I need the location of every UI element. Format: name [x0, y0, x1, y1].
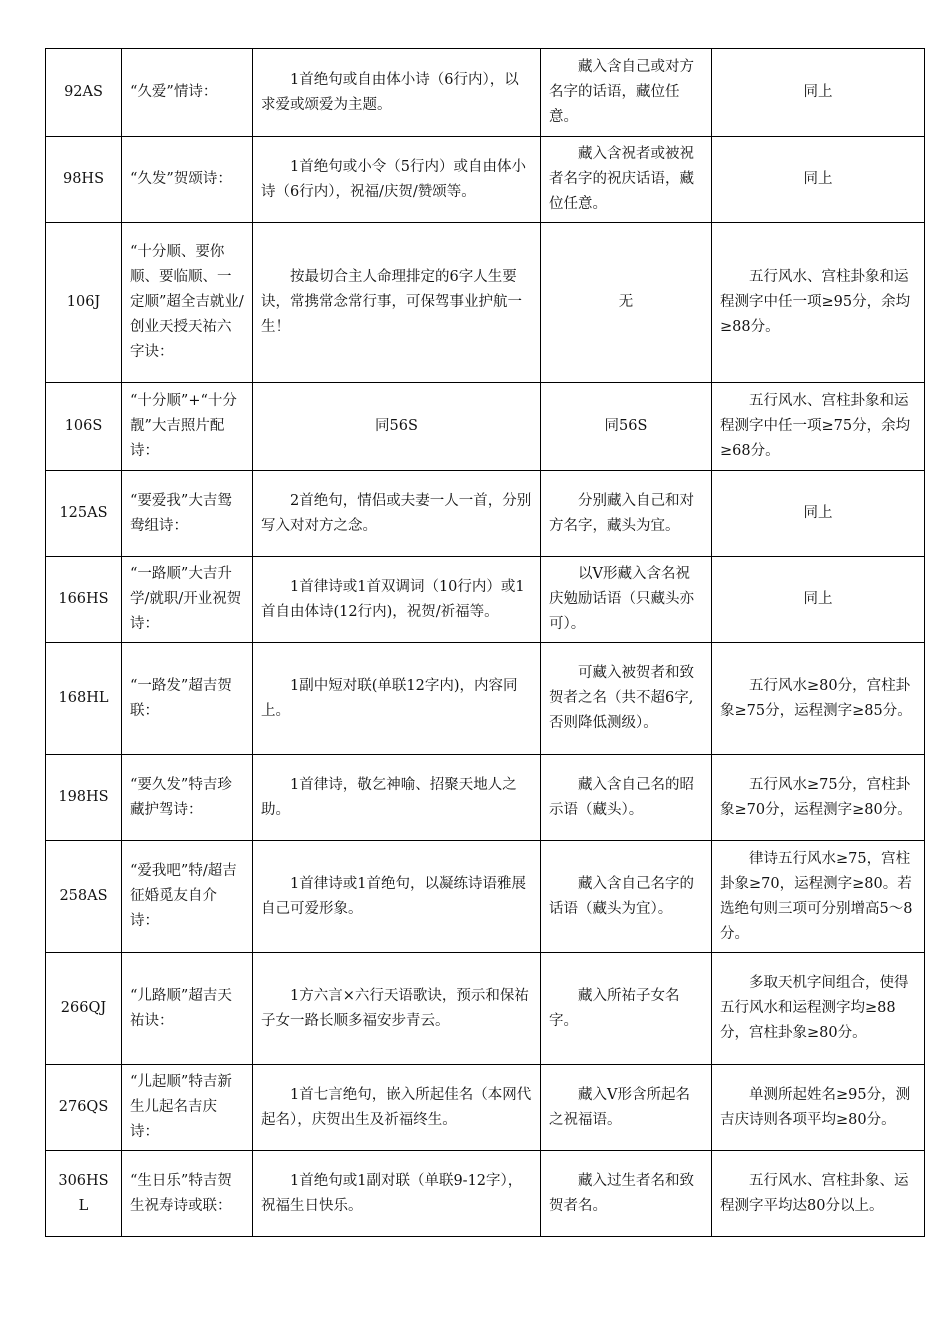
row-code: 198HS	[46, 755, 122, 841]
row-title: “儿起顺”特吉新生儿起名吉庆诗：	[122, 1065, 253, 1151]
pricing-table	[45, 48, 925, 1237]
row-code: 258AS	[46, 841, 122, 953]
row-code: 168HL	[46, 643, 122, 755]
row-title: “要爱我”大吉鸳鸯组诗：	[122, 471, 253, 557]
table-row	[46, 137, 925, 223]
row-standard: 同上	[712, 471, 925, 557]
table-row	[46, 643, 925, 755]
row-title: “爱我吧”特/超吉征婚觅友自介诗：	[122, 841, 253, 953]
row-content: 1副中短对联(单联12字内)，内容同上。	[253, 643, 541, 755]
row-title: “要久发”特吉珍藏护驾诗：	[122, 755, 253, 841]
row-code: 92AS	[46, 49, 122, 137]
row-code: 266QJ	[46, 953, 122, 1065]
row-standard: 同上	[712, 137, 925, 223]
row-title: “儿路顺”超吉天祐诀：	[122, 953, 253, 1065]
row-standard: 五行风水≥80分，宫柱卦象≥75分，运程测字≥85分。	[712, 643, 925, 755]
row-standard: 同上	[712, 557, 925, 643]
row-content: 2首绝句，情侣或夫妻一人一首，分别写入对对方之念。	[253, 471, 541, 557]
row-title: “久发”贺颂诗：	[122, 137, 253, 223]
table-row	[46, 953, 925, 1065]
row-hidden-words: 同56S	[541, 383, 712, 471]
table-row	[46, 1065, 925, 1151]
row-standard: 单测所起姓名≥95分，测吉庆诗则各项平均≥80分。	[712, 1065, 925, 1151]
row-hidden-words: 藏入含自己或对方名字的话语，藏位任意。	[541, 49, 712, 137]
row-title: “一路顺”大吉升学/就职/开业祝贺诗：	[122, 557, 253, 643]
table-row	[46, 49, 925, 137]
row-content: 1首绝句或1副对联（单联9-12字），祝福生日快乐。	[253, 1151, 541, 1237]
row-standard: 同上	[712, 49, 925, 137]
row-content: 1首律诗或1首绝句，以凝练诗语雅展自己可爱形象。	[253, 841, 541, 953]
row-hidden-words: 藏入含祝者或被祝者名字的祝庆话语，藏位任意。	[541, 137, 712, 223]
row-hidden-words: 可藏入被贺者和致贺者之名（共不超6字,否则降低测级）。	[541, 643, 712, 755]
row-code: 306HSL	[46, 1151, 122, 1237]
row-hidden-words: 藏入所祐子女名字。	[541, 953, 712, 1065]
table-row	[46, 557, 925, 643]
row-hidden-words: 以Ⅴ形藏入含名祝庆勉励话语（只藏头亦可）。	[541, 557, 712, 643]
row-content: 同56S	[253, 383, 541, 471]
table-row	[46, 755, 925, 841]
row-standard: 五行风水、宫柱卦象、运程测字平均达80分以上。	[712, 1151, 925, 1237]
row-standard: 五行风水、宫柱卦象和运程测字中任一项≥75分，余均≥68分。	[712, 383, 925, 471]
row-title: “十分顺、要你顺、要临顺、一定顺”超全吉就业/创业天授天祐六字诀：	[122, 223, 253, 383]
row-standard: 五行风水、宫柱卦象和运程测字中任一项≥95分，余均≥88分。	[712, 223, 925, 383]
row-standard: 律诗五行风水≥75，宫柱卦象≥70，运程测字≥80。若选绝句则三项可分别增高5～8分。	[712, 841, 925, 953]
row-content: 1首律诗或1首双调词（10行内）或1首自由体诗(12行内)，祝贺/祈福等。	[253, 557, 541, 643]
row-title: “十分顺”+“十分靓”大吉照片配诗：	[122, 383, 253, 471]
row-content: 1首七言绝句，嵌入所起佳名（本网代起名），庆贺出生及祈福终生。	[253, 1065, 541, 1151]
row-title: “一路发”超吉贺联：	[122, 643, 253, 755]
row-hidden-words: 藏入过生者名和致贺者名。	[541, 1151, 712, 1237]
row-code: 106J	[46, 223, 122, 383]
row-hidden-words: 无	[541, 223, 712, 383]
row-standard: 五行风水≥75分，宫柱卦象≥70分，运程测字≥80分。	[712, 755, 925, 841]
row-title: “生日乐”特吉贺生祝寿诗或联：	[122, 1151, 253, 1237]
table-row	[46, 223, 925, 383]
table-row	[46, 471, 925, 557]
row-code: 98HS	[46, 137, 122, 223]
row-code: 125AS	[46, 471, 122, 557]
row-hidden-words: 分别藏入自己和对方名字，藏头为宜。	[541, 471, 712, 557]
row-code: 106S	[46, 383, 122, 471]
row-hidden-words: 藏入含自己名的昭示语（藏头）。	[541, 755, 712, 841]
table-row	[46, 383, 925, 471]
row-code: 276QS	[46, 1065, 122, 1151]
row-hidden-words: 藏入Ⅴ形含所起名之祝福语。	[541, 1065, 712, 1151]
row-content: 按最切合主人命理排定的6字人生要诀，常携常念常行事，可保驾事业护航一生！	[253, 223, 541, 383]
row-content: 1首律诗，敬乞神喻、招聚天地人之助。	[253, 755, 541, 841]
row-content: 1首绝句或自由体小诗（6行内），以求爱或颂爱为主题。	[253, 49, 541, 137]
row-hidden-words: 藏入含自己名字的话语（藏头为宜）。	[541, 841, 712, 953]
row-content: 1首绝句或小令（5行内）或自由体小诗（6行内），祝福/庆贺/赞颂等。	[253, 137, 541, 223]
row-standard: 多取天机字间组合，使得五行风水和运程测字均≥88分，宫柱卦象≥80分。	[712, 953, 925, 1065]
table-row	[46, 841, 925, 953]
row-code: 166HS	[46, 557, 122, 643]
row-content: 1方六言×六行天语歌诀，预示和保祐子女一路长顺多福安步青云。	[253, 953, 541, 1065]
table-row	[46, 1151, 925, 1237]
row-title: “久爱”情诗：	[122, 49, 253, 137]
